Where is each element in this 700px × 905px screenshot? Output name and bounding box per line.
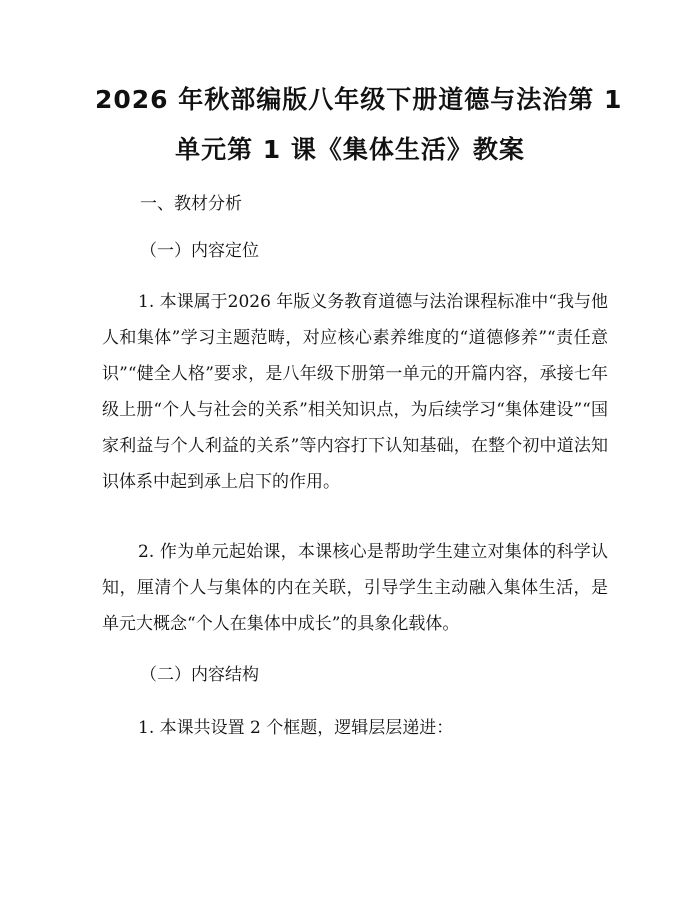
subsection-heading-content-positioning: （一）内容定位	[140, 241, 259, 261]
subsection-heading-content-structure: （二）内容结构	[140, 665, 259, 685]
paragraph-content-positioning-2: 2. 作为单元起始课，本课核心是帮助学生建立对集体的科学认知，厘清个人与集体的内在关联，引导学生主动融入集体生活，是单元大概念“个人在集体中成长”的具象化载体。	[102, 542, 608, 634]
document-title-line-1: 2026 年秋部编版八年级下册道德与法治第 1	[95, 85, 623, 114]
paragraph-content-structure-1: 1. 本课共设置 2 个框题，逻辑层层递进：	[138, 718, 454, 738]
document-title-line-2: 单元第 1 课《集体生活》教案	[175, 135, 525, 164]
paragraph-content-positioning-1: 1. 本课属于2026 年版义务教育道德与法治课程标准中“我与他人和集体”学习主题范畴，对应核心素养维度的“道德修养”“责任意识”“健全人格”要求，是八年级下册第一单元的开篇内容，承接七年级上册“个人与社会的关系”相关知识点，为后续学习“集体建设”“国家利益与个人利益的关系”等内容打下认知基础，在整个初中道法知识体系中起到承上启下的作用。	[102, 292, 608, 492]
section-heading-textbook-analysis: 一、教材分析	[140, 194, 242, 214]
